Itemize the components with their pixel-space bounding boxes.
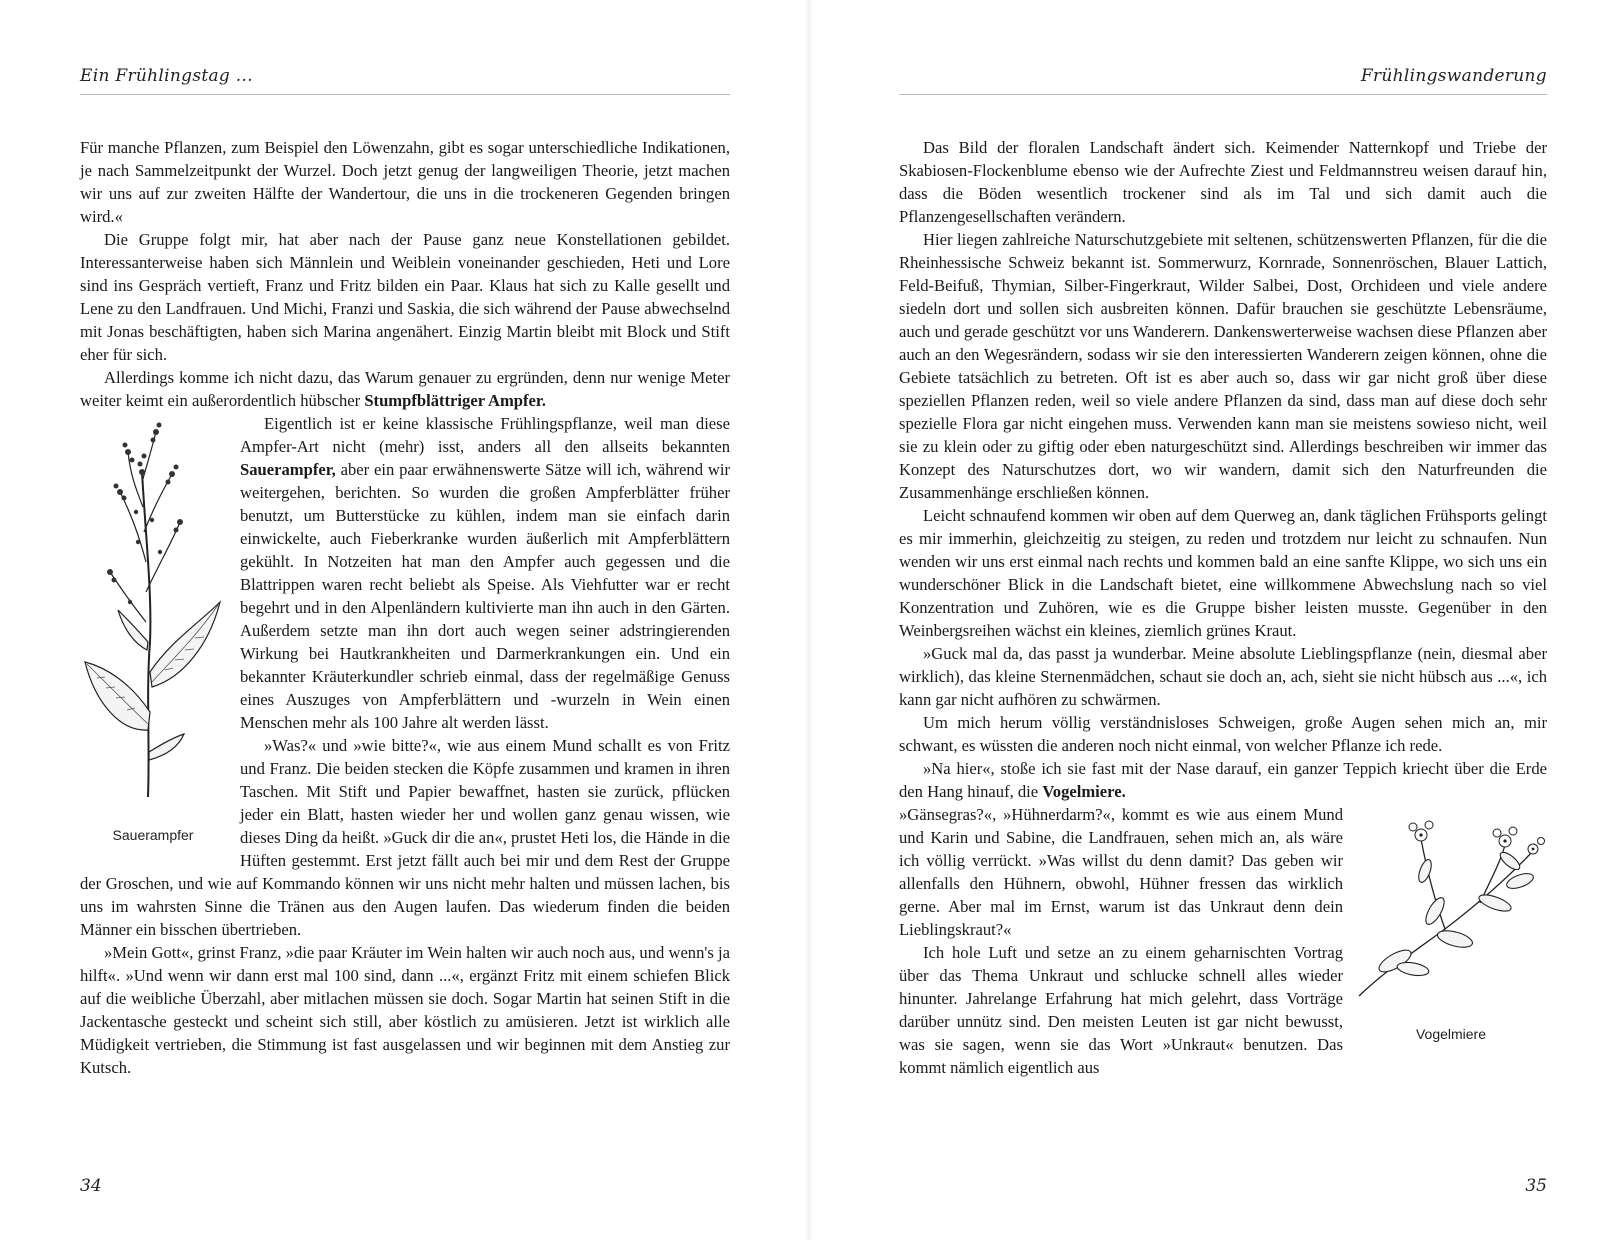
paragraph [899,757,1547,803]
paragraph: Um mich herum völlig verständnisloses Schweigen, große Augen sehen mich an, mir schwant, es wüssten die anderen noch nicht einmal, von welcher Pflanze ich rede. [899,713,1547,755]
paragraph-text: Allerdings komme ich nicht dazu, das Warum genauer zu ergründen, denn nur wenige Meter weiter keimt ein außerordentlich hübscher [80,368,730,410]
chickweed-figure [1355,811,1547,1046]
paragraph-text: aber ein paar erwähnenswerte Sätze will ich, während wir weitergehen, berichten. So wurden die großen Ampferblätter früher benutzt, um Butterstücke zu kühlen, indem man sie einfach darin einwickelte, auch Fieberkranke wurden äußerlich mit Ampferblättern gekühlt. In Notzeiten hat man den Ampfer auch gegessen und die Blattrippen waren recht beliebt als Speise. Als Viehfutter war er recht begehrt und in den Alpenländern kultivierte man ihn auch in den Gärten. Außerdem setzte man ihn dort auch wegen seiner adstringierenden Wirkung bei Hautkrankheiten und Darmerkrankungen ein. Und ein bekannter Kräuterkundler schrieb einmal, dass der regelmäßige Genuss eines Auszuges von Ampferblättern und -wurzeln in Wein einen Menschen mehr als 100 Jahre alt werden lässt. [240,460,730,732]
running-head-left: Ein Frühlingstag ... [80,66,730,95]
page-number-left: 34 [80,1176,102,1196]
plant-name-bold: Sauerampfer, [240,460,336,479]
sorrel-figure [80,412,226,847]
right-page [809,0,1618,1240]
paragraph-text: »Na hier«, stoße ich sie fast mit der Nase darauf, ein ganzer Teppich kriecht über die Erde den Hang hinauf, die [899,759,1547,801]
sorrel-illustration [80,412,226,802]
chickweed-illustration [1355,811,1547,1001]
paragraph: Das Bild der floralen Landschaft ändert sich. Keimender Natternkopf und Triebe der Skabiosen-Flockenblume ebenso wie der Aufrechte Ziest und Feldmannstreu weisen darauf hin, dass die Böden wesentlich trockener sind als im Tal und sich damit auch die Pflanzengesellschaften verändern. [899,138,1547,226]
paragraph: »Gänsegras?«, »Hühnerdarm?«, kommt es wie aus einem Mund und Karin und Sabine, die Landfrauen, sehen mich an, als wäre ich völlig verrückt. »Was willst du denn damit? Das geben wir allenfalls den Hühnern, obwohl, Hühner fressen das wirklich gerne. Aber mal im Ernst, warum ist das Unkraut denn dein Lieblingskraut?« [899,805,1343,939]
paragraph: »Mein Gott«, grinst Franz, »die paar Kräuter im Wein halten wir auch noch aus, und wenn's ja hilft«. »Und wenn wir dann erst mal 100 sind, dann ...«, ergänzt Fritz mit einem schiefen Blick auf die weibliche Überzahl, aber mitlachen müssen sie doch. Sogar Martin hat seinen Stift in die Jackentasche gesteckt und scheint sich still, aber köstlich zu amüsieren. Jetzt ist wirklich alle Müdigkeit vertrieben, die Stimmung ist fast ausgelassen und wir beginnen mit dem Anstieg zur Kutsch. [80,943,730,1077]
right-page-body [899,136,1547,1079]
paragraph-text: Eigentlich ist er keine klassische Frühlingspflanze, weil man diese Ampfer-Art nicht (mehr) isst, anders all den allseits bekannten [240,414,730,456]
paragraph: Hier liegen zahlreiche Naturschutzgebiete mit seltenen, schützenswerten Pflanzen, für die die Rheinhessische Schweiz bekannt ist. Sommerwurz, Kornrade, Sonnenröschen, Blauer Lattich, Feld-Beifuß, Thymian, Silber-Fingerkraut, Wilder Salbei, Dost, Orchideen und viele andere siedeln dort und sollen sich ausbreiten können. Dafür brauchen sie geschützte Lebensräume, auch und gerade geschützt vor uns Wanderern. Dankenswerterweise wachsen diese Pflanzen aber auch an den Wegesrändern, sodass wir sie den interessierten Wanderern zeigen können, ohne die Gebiete tatsächlich zu betreten. Oft ist es aber auch so, dass wir gar nicht groß über diese speziellen Pflanzen reden, weil so viele andere Pflanzen da sind, dass man auf diese doch sehr spezielle Flora gar nicht eingehen muss. Verwenden kann man sie meistens sowieso nicht, weil sie zu klein oder zu giftig oder eben naturgeschützt sind. Allerdings beschreiben wir immer das Konzept des Naturschutzes dort, wo wir wandern, damit sich den Naturfreunden die Zusammenhänge erschließen können. [899,230,1547,502]
figure-caption: Vogelmiere [1415,1026,1487,1042]
page-number-right: 35 [1525,1176,1547,1196]
paragraph: »Was?« und »wie bitte?«, wie aus einem Mund schallt es von Fritz und Franz. Die beiden stecken die Köpfe zusammen und kramen in ihren Taschen. Mit Stift und Papier bewaffnet, hasten sie zurück, pflücken jeder ein Blatt, hasten wieder her und wollen ganz genau wissen, wie dieses Ding da heißt. »Guck dir die an«, prustet Heti los, die Hände in die Hüften gestemmt. Erst jetzt fällt auch bei mir und dem Rest der Gruppe der Groschen, und wie auf Kommando können wir uns nicht mehr halten und müssen lachen, bis uns im wahrsten Sinne die Tränen aus den Augen laufen. Das wiederum finden die beiden Männer ein bisschen übertrieben. [80,736,730,939]
left-page-body [80,136,730,1079]
paragraph [80,366,730,412]
paragraph: Die Gruppe folgt mir, hat aber nach der Pause ganz neue Konstellationen gebildet. Interessanterweise haben sich Männlein und Weiblein voneinander geschieden, Heti und Lore sind ins Gespräch vertieft, Franz und Fritz bilden ein Paar. Klaus hat sich zu Kalle gesellt und Lene zu den Landfrauen. Und Michi, Franzi und Saskia, die sich während der Pause abwechselnd mit Jonas beschäftigten, haben sich Marina angenähert. Einzig Martin bleibt mit Block und Stift eher für sich. [80,230,730,364]
plant-name-bold: Stumpfblättriger Ampfer. [364,391,546,410]
paragraph: Ich hole Luft und setze an zu einem geharnischten Vortrag über das Thema Unkraut und schlucke schnell alles wieder hinunter. Jahrelange Erfahrung hat mich gelehrt, dass Vorträge darüber unnütz sind. Den meisten Leuten ist gar nicht bewusst, was sie sagen, wenn sie das Wort »Unkraut« benutzen. Das kommt nämlich eigentlich aus [899,943,1343,1077]
running-head-right: Frühlingswanderung [899,66,1547,95]
plant-name-bold: Vogelmiere. [1042,782,1126,801]
paragraph: »Guck mal da, das passt ja wunderbar. Meine absolute Lieblingspflanze (nein, diesmal aber wirklich), das kleine Sternenmädchen, schaut sie doch an, ach, sieht sie nicht hübsch aus ...«, ich kann gar nicht aufhören zu schwärmen. [899,644,1547,709]
paragraph: Leicht schnaufend kommen wir oben auf dem Querweg an, dank täglichen Frühsports gelingt es mir immerhin, gleichzeitig zu steigen, zu reden und trotzdem nur leicht zu schnaufen. Nun wenden wir uns erst einmal nach rechts und kommen bald an eine sanfte Klippe, wo sich uns ein wunderschöner Blick in die Landschaft bietet, eine willkommene Abwechslung nach so viel Konzentration und Zuhören, wie es die Gruppe bisher leisten musste. Gegenüber in den Weinbergsreihen wächst ein kleines, ziemlich grünes Kraut. [899,506,1547,640]
figure-caption: Sauerampfer [112,827,194,843]
paragraph: Für manche Pflanzen, zum Beispiel den Löwenzahn, gibt es sogar unterschiedliche Indikationen, je nach Sammelzeitpunkt der Wurzel. Doch jetzt genug der langweiligen Theorie, jetzt machen wir uns auf zur zweiten Hälfte der Wandertour, die uns in die trockeneren Gegenden bringen wird.« [80,138,730,226]
